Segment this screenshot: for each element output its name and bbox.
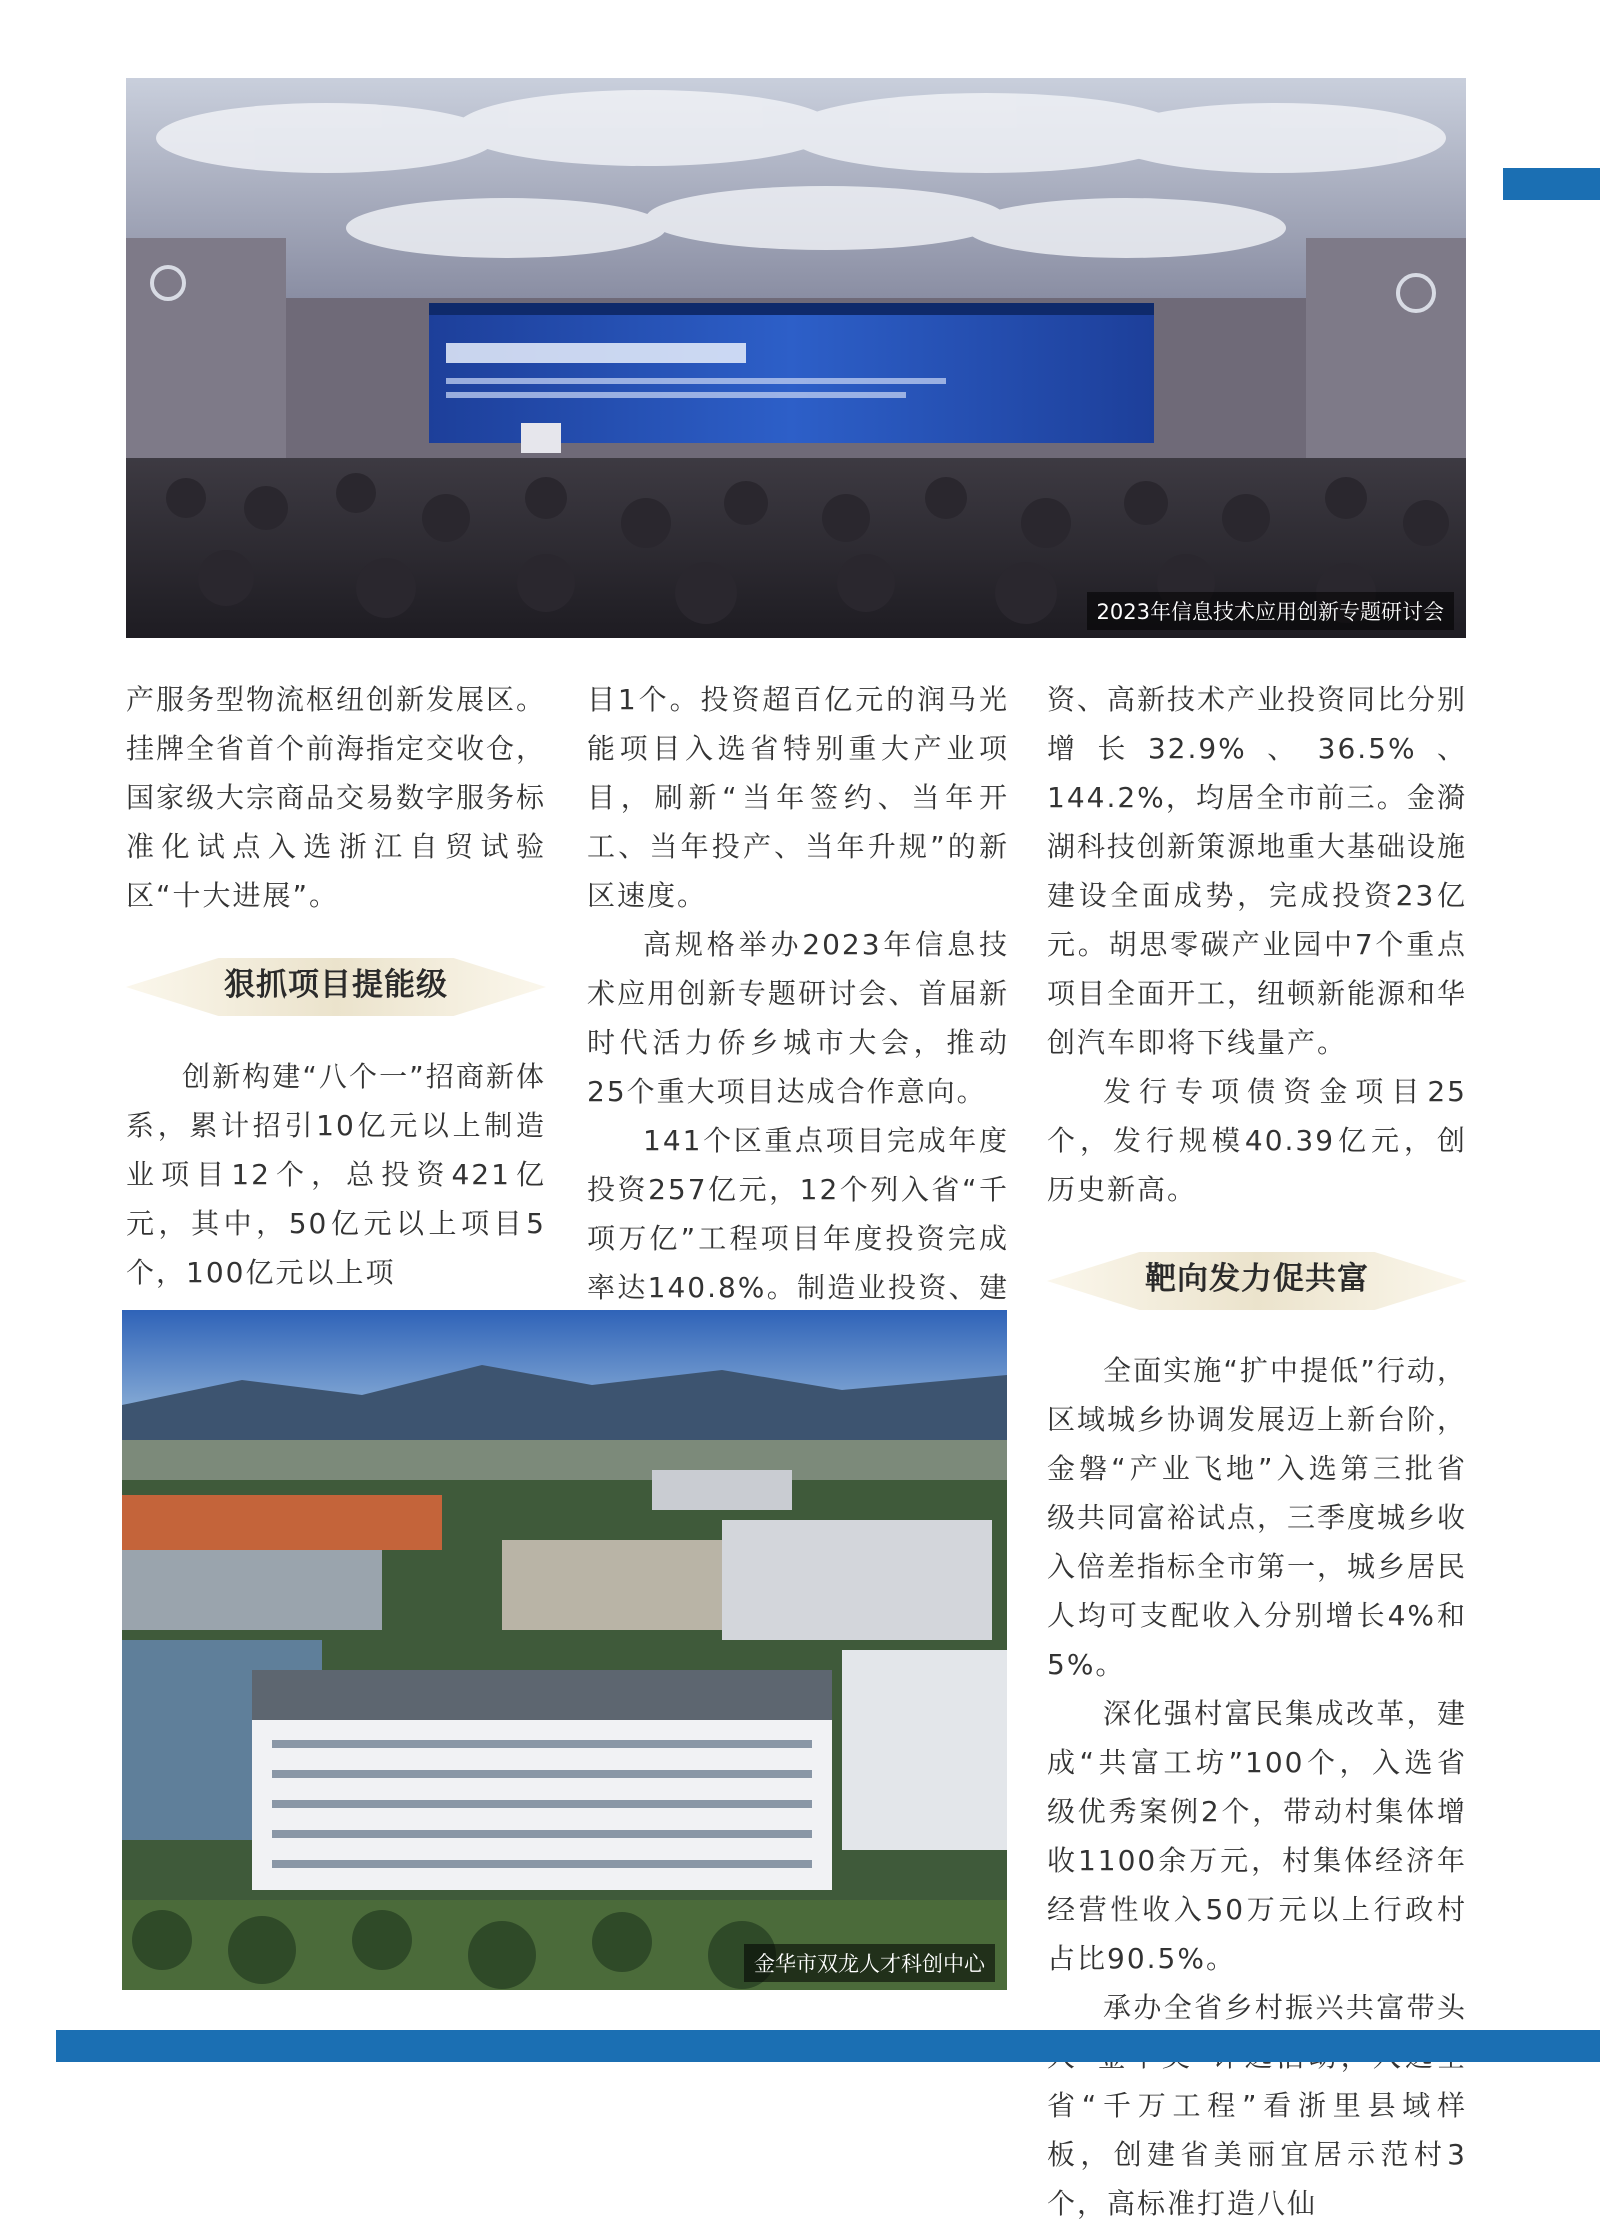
- conference-photo: [126, 78, 1466, 638]
- text-column-2: [587, 675, 1009, 1361]
- section-heading: [126, 944, 546, 1026]
- decorative-blue-bar-right: [1503, 168, 1600, 200]
- paragraph: 资、高新技术产业投资同比分别增长32.9%、36.5%、144.2%，均居全市前三。金漪湖科技创新策源地重大基础设施建设全面成势，完成投资23亿元。胡思零碳产业园中7个重点项目全面开工，纽顿新能源和华创汽车即将下线量产。: [1047, 683, 1468, 1059]
- text-column-1: [126, 675, 546, 1297]
- aerial-building-photo: [122, 1310, 1007, 1990]
- paragraph: 深化强村富民集成改革，建成“共富工坊”100个，入选省级优秀案例2个，带动村集体增收1100余万元，村集体经济年经营性收入50万元以上行政村占比90.5%。: [1047, 1697, 1467, 1975]
- section-heading-text: 狠抓项目提能级: [224, 966, 448, 1003]
- paragraph: 全面实施“扩中提低”行动，区域城乡协调发展迈上新台阶，金磐“产业飞地”入选第三批省级共同富裕试点，三季度城乡收入倍差指标全市第一，城乡居民人均可支配收入分别增长4%和5%。: [1047, 1354, 1468, 1681]
- paragraph: 目1个。投资超百亿元的润马光能项目入选省特别重大产业项目，刷新“当年签约、当年开工、当年投产、当年升规”的新区速度。: [587, 683, 1009, 912]
- section-heading-text: 靶向发力促共富: [1145, 1260, 1369, 1297]
- paragraph: 发行专项债资金项目25个，发行规模40.39亿元，创历史新高。: [1047, 1075, 1467, 1206]
- paragraph: 承办全省乡村振兴共富带头 省“千万工程”看浙里县域样板，创建省美丽宜居示范村3个，高标准打造八仙: [1047, 1991, 1467, 2220]
- section-heading: [1047, 1238, 1467, 1320]
- decorative-blue-bar-bottom: [56, 2030, 1600, 2062]
- text-column-3: [1047, 675, 1467, 2228]
- paragraph: 高规格举办2023年信息技术应用创新专题研讨会、首届新时代活力侨乡城市大会，推动25个重大项目达成合作意向。: [587, 928, 1009, 1108]
- paragraph: 产服务型物流枢纽创新发展区。挂牌全省首个前海指定交收仓，国家级大宗商品交易数字服务标准化试点入选浙江自贸试验区“十大进展”。: [126, 683, 547, 912]
- paragraph: 141个区重点项目完成年度投资257亿元，12个列入省“千项万亿”工程项目年度投资完成率达140.8%。制造业投资、建: [587, 1124, 1009, 1304]
- photo-caption: 2023年信息技术应用创新专题研讨会: [1087, 592, 1454, 630]
- paragraph: 创新构建“八个一”招商新体系，累计招引10亿元以上制造业项目12个，总投资421亿元，其中，50亿元以上项目5个，100亿元以上项: [126, 1060, 546, 1289]
- photo-caption: 金华市双龙人才科创中心: [744, 1944, 995, 1982]
